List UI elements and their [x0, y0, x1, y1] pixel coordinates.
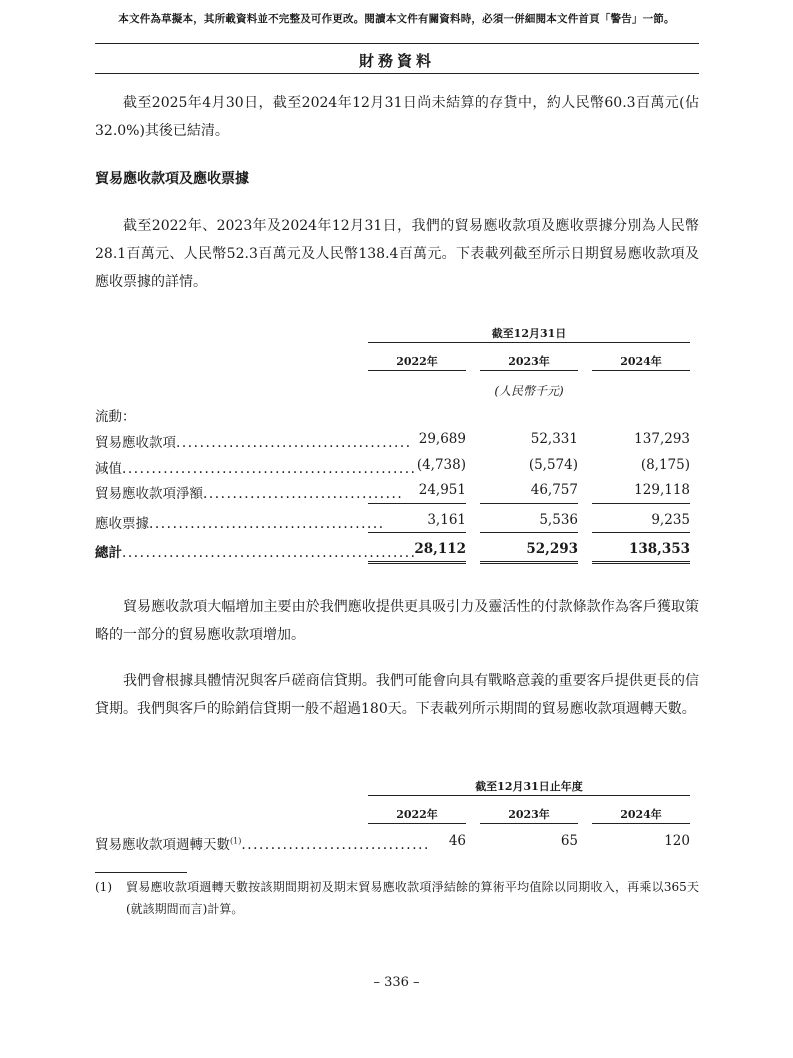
table2-group-rule: [368, 795, 690, 796]
table2-year-2024: 2024年: [620, 808, 662, 821]
table-row: 貿易應收款項週轉天數$^{(1)}$................................: [95, 836, 430, 853]
table-cell: 9,235: [651, 512, 690, 528]
table-cell: 65: [560, 833, 578, 849]
table1-unit: (人民幣千元): [494, 384, 564, 398]
footnote-text: 貿易應收款項週轉天數按該期間期初及期末貿易應收款項淨結餘的算術平均值除以同期收入，再乘以365天(就該期間而言)計算。: [126, 880, 699, 916]
table2-group-header: 截至12月31日止年度: [475, 780, 583, 793]
table1-subtotal-rule: [480, 503, 578, 504]
table-cell: 28,112: [414, 541, 466, 557]
table-cell: 3,161: [427, 512, 466, 528]
table-cell: 29,689: [418, 431, 466, 447]
table1-year-rule: [368, 370, 466, 371]
table2-year-2022: 2022年: [396, 808, 438, 821]
intro-paragraph: 截至2025年4月30日，截至2024年12月31日尚未結算的存貨中，約人民幣60.3百萬元(佔32.0%)其後已結清。: [95, 95, 699, 139]
table-cell: (4,738): [416, 457, 466, 473]
table1-total-rule: [368, 532, 466, 533]
table-cell: 52,293: [526, 541, 578, 557]
table1-subtotal-rule: [368, 503, 466, 504]
footnote-rule: [95, 872, 187, 873]
footnote-marker: (1): [95, 880, 112, 894]
table-cell: 120: [664, 833, 690, 849]
table1-double-rule: [368, 561, 466, 564]
table1-total-rule: [480, 532, 578, 533]
table-cell: 138,353: [628, 541, 690, 557]
table1-total-rule: [592, 532, 690, 533]
table2-year-2023: 2023年: [508, 808, 550, 821]
table-cell: (8,175): [640, 457, 690, 473]
page-number: – 336 –: [373, 975, 420, 990]
table2-year-rule: [592, 823, 690, 824]
table-cell: 5,536: [539, 512, 578, 528]
table1-current-label: 流動：: [95, 409, 136, 425]
header-rule-top: [95, 43, 699, 44]
draft-warning: 本文件為草擬本，其所載資料並不完整及可作更改。閱讀本文件有關資料時，必須一併細閱本文件首頁「警告」一節。: [118, 13, 675, 25]
table1-subtotal-rule: [592, 503, 690, 504]
table1-double-rule: [480, 561, 578, 564]
table-cell: 46: [448, 833, 466, 849]
table1-year-rule: [480, 370, 578, 371]
table1-year-rule: [592, 370, 690, 371]
table-row: 貿易應收款項........................................: [95, 435, 412, 451]
table-row: 應收票據........................................: [95, 516, 385, 532]
table2-year-rule: [368, 823, 466, 824]
table1-year-2023: 2023年: [508, 355, 550, 368]
table-cell: 52,331: [530, 431, 578, 447]
header-rule-bottom: [95, 73, 699, 74]
table-cell: 137,293: [634, 431, 690, 447]
table-cell: 24,951: [418, 482, 466, 498]
table1-double-rule: [592, 561, 690, 564]
table-cell: 46,757: [530, 482, 578, 498]
table1-year-2022: 2022年: [396, 355, 438, 368]
table-row: 減值..................................................: [95, 461, 417, 477]
table-row-total: 總計..................................................: [95, 545, 417, 561]
table-cell: 129,118: [634, 482, 690, 498]
table1-year-2024: 2024年: [620, 355, 662, 368]
trade-receivables-paragraph: 截至2022年、2023年及2024年12月31日，我們的貿易應收款項及應收票據分別為人民幣28.1百萬元、人民幣52.3百萬元及人民幣138.4百萬元。下表載列截至所示日期貿易應收款項及應收票據的詳情。: [95, 218, 699, 290]
table1-group-rule: [368, 342, 690, 343]
credit-terms-paragraph: 我們會根據具體情況與客戶磋商信貸期。我們可能會向具有戰略意義的重要客戶提供更長的信貸期。我們與客戶的賒銷信貸期一般不超過180天。下表載列所示期間的貿易應收款項週轉天數。: [95, 673, 699, 717]
table2-year-rule: [480, 823, 578, 824]
table1-group-header: 截至12月31日: [491, 327, 567, 340]
table-row: 貿易應收款項淨額..................................: [95, 486, 404, 502]
increase-explanation-paragraph: 貿易應收款項大幅增加主要由於我們應收提供更具吸引力及靈活性的付款條款作為客戶獲取策略的一部分的貿易應收款項增加。: [95, 599, 699, 643]
footnote-ref: (1): [230, 836, 242, 846]
section-title: 財務資料: [358, 52, 435, 70]
trade-receivables-heading: 貿易應收款項及應收票據: [95, 171, 249, 187]
table-cell: (5,574): [528, 457, 578, 473]
